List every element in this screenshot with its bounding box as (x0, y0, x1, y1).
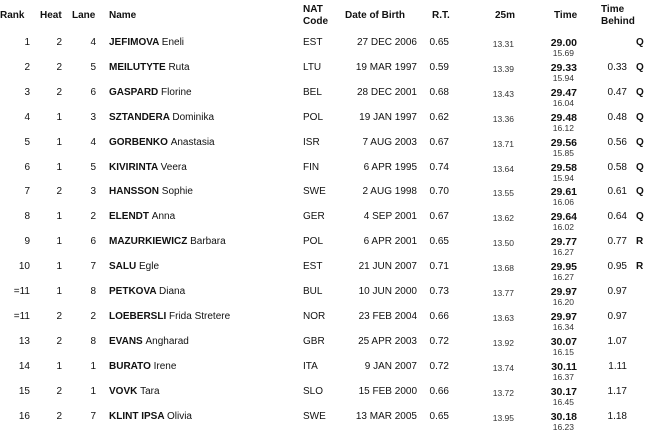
time-behind-cell: 1.17 (607, 385, 627, 397)
athlete-given-name: Ruta (168, 61, 190, 73)
athlete-surname: MAZURKIEWICZ (109, 236, 188, 248)
athlete-name-cell (109, 62, 190, 74)
split-50m-cell: 16.37 (552, 371, 574, 382)
time-cell: 30.18 (550, 410, 577, 423)
table-row (0, 358, 662, 383)
qualification-cell: R (636, 261, 644, 273)
split-50m-cell: 16.34 (552, 321, 574, 332)
table-row (0, 109, 662, 134)
split-25m-cell: 13.68 (492, 263, 514, 274)
athlete-surname: ELENDT (109, 211, 149, 223)
split-50m-cell: 16.02 (552, 222, 574, 233)
time-behind-cell: 1.18 (607, 410, 627, 422)
split-25m-cell: 13.72 (492, 387, 514, 398)
rank-cell: 8 (24, 211, 30, 223)
split-50m-cell: 16.12 (552, 122, 574, 133)
athlete-given-name: Barbara (190, 236, 226, 248)
header-heat: Heat (40, 10, 62, 21)
athlete-surname: KIVIRINTA (109, 161, 158, 173)
rank-cell: 2 (24, 61, 30, 73)
reaction-time-cell: 0.67 (429, 136, 449, 148)
athlete-given-name: Dominika (172, 111, 215, 123)
qualification-cell: Q (636, 161, 644, 173)
nat-code-cell: FIN (303, 161, 320, 173)
rank-cell: =11 (13, 310, 30, 322)
time-behind-cell: 0.48 (607, 111, 627, 123)
reaction-time-cell: 0.65 (429, 410, 449, 422)
nat-code-cell: GER (303, 211, 325, 223)
split-25m-cell: 13.36 (492, 113, 514, 124)
reaction-time-cell: 0.72 (429, 360, 449, 372)
athlete-given-name: Tara (140, 385, 160, 397)
dob-cell: 2 AUG 1998 (362, 186, 417, 198)
time-behind-cell: 1.07 (607, 335, 627, 347)
rank-cell: 9 (24, 236, 30, 248)
time-behind-cell: 0.56 (607, 136, 627, 148)
reaction-time-cell: 0.67 (429, 211, 449, 223)
nat-code-cell: BEL (303, 86, 322, 98)
athlete-given-name: Olivia (166, 410, 192, 422)
athlete-surname: EVANS (109, 335, 143, 347)
header-nat: NAT (303, 4, 323, 15)
lane-cell: 2 (90, 211, 96, 223)
dob-cell: 7 AUG 2003 (362, 136, 417, 148)
athlete-surname: LOEBERSLI (109, 310, 167, 322)
reaction-time-cell: 0.66 (429, 385, 449, 397)
heat-cell: 1 (56, 236, 62, 248)
split-25m-cell: 13.62 (492, 213, 514, 224)
time-behind-cell: 0.97 (607, 310, 627, 322)
lane-cell: 3 (90, 111, 96, 123)
heat-cell: 2 (56, 186, 62, 198)
lane-cell: 1 (90, 360, 96, 372)
dob-cell: 10 JUN 2000 (358, 286, 417, 297)
qualification-cell: Q (636, 86, 644, 98)
athlete-surname: GORBENKO (109, 136, 168, 148)
table-row (0, 183, 662, 208)
heat-cell: 1 (56, 161, 62, 173)
nat-code-cell: BUL (303, 286, 323, 297)
reaction-time-cell: 0.65 (429, 37, 449, 48)
split-25m-cell: 13.31 (492, 39, 514, 49)
heat-cell: 1 (56, 360, 62, 372)
header-time: Time (554, 10, 578, 21)
athlete-given-name: Diana (159, 286, 186, 297)
nat-code-cell: EST (303, 37, 323, 48)
split-25m-cell: 13.39 (492, 63, 514, 74)
athlete-surname: JEFIMOVA (109, 37, 160, 48)
time-behind-cell: 0.97 (607, 286, 627, 297)
lane-cell: 2 (90, 310, 96, 322)
table-row (0, 159, 662, 184)
dob-cell: 28 DEC 2001 (356, 86, 417, 98)
athlete-surname: MEILUTYTE (109, 61, 166, 73)
table-row (0, 283, 662, 308)
reaction-time-cell: 0.70 (429, 186, 449, 198)
split-25m-cell: 13.55 (492, 188, 514, 199)
rank-cell: 6 (24, 161, 30, 173)
header-time-behind-1: Time (601, 4, 625, 15)
header-name: Name (109, 10, 137, 21)
heat-cell: 2 (56, 37, 62, 48)
time-behind-cell: 0.64 (607, 211, 627, 223)
split-25m-cell: 13.77 (492, 288, 514, 298)
rank-cell: 15 (18, 385, 30, 397)
lane-cell: 7 (90, 261, 96, 273)
athlete-name-cell (109, 261, 159, 273)
time-cell: 29.61 (550, 186, 577, 199)
table-row (0, 59, 662, 84)
rank-cell: 3 (24, 86, 30, 98)
split-50m-cell: 16.27 (552, 247, 574, 258)
lane-cell: 8 (90, 286, 96, 297)
heat-cell: 1 (56, 211, 62, 223)
athlete-name-cell (109, 186, 193, 198)
split-50m-cell: 15.94 (552, 72, 574, 83)
nat-code-cell: POL (303, 111, 324, 123)
nat-code-cell: ITA (303, 360, 318, 372)
athlete-given-name: Florine (161, 86, 192, 98)
dob-cell: 6 APR 1995 (363, 161, 417, 173)
header-rank: Rank (0, 10, 25, 21)
split-50m-cell: 16.06 (552, 197, 574, 208)
nat-code-cell: SWE (303, 186, 326, 198)
table-row (0, 34, 662, 59)
header-rt: R.T. (432, 10, 450, 21)
time-behind-cell: 0.58 (607, 161, 627, 173)
athlete-name-cell (109, 87, 192, 99)
time-cell: 29.58 (550, 161, 577, 174)
nat-code-cell: SLO (303, 385, 324, 397)
rank-cell: 13 (18, 335, 30, 347)
dob-cell: 9 JAN 2007 (364, 360, 417, 372)
athlete-name-cell (109, 286, 185, 298)
dob-cell: 6 APR 2001 (363, 236, 417, 248)
athlete-given-name: Irene (153, 360, 177, 372)
split-25m-cell: 13.50 (492, 238, 514, 249)
split-25m-cell: 13.74 (492, 362, 514, 373)
athlete-surname: VOVK (109, 385, 138, 397)
athlete-name-cell (109, 37, 184, 49)
qualification-cell: R (636, 236, 644, 248)
split-50m-cell: 16.04 (552, 97, 574, 108)
athlete-given-name: Angharad (145, 335, 189, 347)
split-50m-cell: 16.45 (552, 396, 574, 407)
reaction-time-cell: 0.74 (429, 161, 449, 173)
table-row (0, 84, 662, 109)
nat-code-cell: SWE (303, 410, 326, 422)
time-cell: 29.33 (550, 61, 577, 74)
nat-code-cell: LTU (303, 61, 322, 73)
athlete-name-cell (109, 411, 192, 423)
dob-cell: 13 MAR 2005 (355, 410, 417, 422)
time-behind-cell: 0.33 (607, 61, 627, 73)
athlete-given-name: Egle (139, 261, 160, 273)
heat-cell: 2 (56, 335, 62, 347)
athlete-name-cell (109, 162, 187, 174)
athlete-name-cell (109, 311, 230, 323)
time-behind-cell: 0.61 (607, 186, 627, 198)
dob-cell: 19 JAN 1997 (359, 111, 417, 123)
qualification-cell: Q (636, 61, 644, 73)
athlete-name-cell (109, 336, 189, 348)
athlete-surname: PETKOVA (109, 286, 157, 297)
athlete-name-cell (109, 386, 160, 398)
heat-cell: 2 (56, 385, 62, 397)
qualification-cell: Q (636, 37, 644, 48)
header-25m: 25m (495, 10, 516, 21)
nat-code-cell: GBR (303, 335, 325, 347)
athlete-surname: HANSSON (109, 186, 160, 198)
dob-cell: 27 DEC 2006 (356, 37, 417, 48)
athlete-given-name: Veera (160, 161, 187, 173)
reaction-time-cell: 0.59 (429, 61, 449, 73)
reaction-time-cell: 0.66 (429, 310, 449, 322)
rank-cell: 14 (18, 360, 30, 372)
rank-cell: 1 (24, 37, 30, 48)
dob-cell: 19 MAR 1997 (355, 61, 417, 73)
time-cell: 30.07 (550, 335, 577, 348)
lane-cell: 1 (90, 385, 96, 397)
lane-cell: 8 (90, 335, 96, 347)
qualification-cell: Q (636, 111, 644, 123)
dob-cell: 23 FEB 2004 (358, 310, 417, 322)
split-50m-cell: 15.69 (552, 48, 574, 58)
dob-cell: 21 JUN 2007 (358, 261, 417, 273)
split-25m-cell: 13.64 (492, 163, 514, 174)
reaction-time-cell: 0.73 (429, 286, 449, 297)
rank-cell: 10 (18, 261, 30, 273)
heat-cell: 2 (56, 310, 62, 322)
athlete-surname: SALU (109, 261, 137, 273)
nat-code-cell: NOR (303, 310, 326, 322)
athlete-name-cell (109, 137, 215, 149)
lane-cell: 4 (90, 136, 96, 148)
split-50m-cell: 15.94 (552, 172, 574, 183)
time-cell: 29.97 (550, 286, 577, 298)
time-cell: 29.47 (550, 86, 577, 99)
lane-cell: 4 (90, 37, 96, 48)
time-cell: 29.97 (550, 310, 577, 323)
time-behind-cell: 0.95 (607, 261, 627, 273)
rank-cell: 4 (24, 111, 30, 123)
time-cell: 30.11 (551, 360, 577, 373)
table-row (0, 308, 662, 333)
athlete-given-name: Sophie (161, 186, 193, 198)
split-25m-cell: 13.63 (492, 312, 514, 323)
split-25m-cell: 13.71 (492, 138, 514, 149)
heat-cell: 2 (56, 61, 62, 73)
lane-cell: 7 (90, 410, 96, 422)
table-row (0, 383, 662, 408)
athlete-name-cell (109, 236, 226, 248)
time-cell: 29.64 (550, 211, 577, 224)
time-cell: 29.00 (550, 37, 577, 49)
header-time-behind-2: Behind (601, 16, 635, 27)
athlete-given-name: Anna (151, 211, 176, 223)
rank-cell: 16 (18, 410, 30, 422)
table-row (0, 333, 662, 358)
nat-code-cell: EST (303, 261, 323, 273)
split-50m-cell: 16.27 (552, 272, 574, 283)
time-cell: 29.48 (550, 111, 577, 124)
athlete-name-cell (109, 112, 214, 124)
heat-cell: 1 (56, 261, 62, 273)
dob-cell: 4 SEP 2001 (363, 211, 417, 223)
reaction-time-cell: 0.72 (429, 335, 449, 347)
lane-cell: 5 (90, 61, 96, 73)
split-25m-cell: 13.43 (492, 88, 514, 99)
split-25m-cell: 13.92 (492, 337, 514, 348)
table-row (0, 233, 662, 258)
athlete-name-cell (109, 361, 176, 373)
nat-code-cell: ISR (303, 136, 320, 148)
qualification-cell: Q (636, 186, 644, 198)
split-50m-cell: 16.15 (552, 346, 574, 357)
table-row (0, 134, 662, 159)
time-cell: 29.77 (550, 236, 577, 249)
heat-cell: 2 (56, 410, 62, 422)
reaction-time-cell: 0.65 (429, 236, 449, 248)
athlete-given-name: Frida Stretere (169, 310, 231, 322)
time-behind-cell: 1.11 (608, 360, 627, 372)
table-row (0, 408, 662, 433)
lane-cell: 6 (90, 236, 96, 248)
heat-cell: 1 (56, 286, 62, 297)
athlete-surname: BURATO (109, 360, 151, 372)
athlete-given-name: Eneli (161, 37, 185, 48)
heat-cell: 2 (56, 86, 62, 98)
time-behind-cell: 0.77 (607, 236, 627, 248)
split-50m-cell: 16.20 (552, 297, 574, 307)
dob-cell: 15 FEB 2000 (358, 385, 417, 397)
reaction-time-cell: 0.62 (429, 111, 449, 123)
table-row (0, 208, 662, 233)
time-behind-cell: 0.47 (607, 86, 627, 98)
header-lane: Lane (72, 10, 96, 21)
lane-cell: 3 (90, 186, 96, 198)
time-cell: 30.17 (550, 385, 577, 398)
athlete-name-cell (109, 211, 175, 223)
nat-code-cell: POL (303, 236, 324, 248)
split-50m-cell: 16.23 (552, 421, 574, 432)
rank-cell: =11 (13, 286, 30, 297)
rank-cell: 5 (24, 136, 30, 148)
split-25m-cell: 13.95 (492, 412, 514, 423)
time-cell: 29.95 (550, 261, 577, 274)
split-50m-cell: 15.85 (552, 147, 574, 158)
athlete-surname: KLINT IPSA (109, 410, 165, 422)
table-row (0, 258, 662, 283)
rank-cell: 7 (24, 186, 30, 198)
dob-cell: 25 APR 2003 (358, 335, 417, 347)
reaction-time-cell: 0.71 (429, 261, 449, 273)
athlete-surname: GASPARD (109, 86, 159, 98)
qualification-cell: Q (636, 136, 644, 148)
athlete-surname: SZTANDERA (109, 111, 170, 123)
heat-cell: 1 (56, 136, 62, 148)
header-dob: Date of Birth (345, 10, 405, 21)
header-code: Code (303, 16, 328, 27)
heat-cell: 1 (56, 111, 62, 123)
lane-cell: 5 (90, 161, 96, 173)
time-cell: 29.56 (550, 136, 577, 149)
qualification-cell: Q (636, 211, 644, 223)
athlete-given-name: Anastasia (170, 136, 215, 148)
lane-cell: 6 (90, 86, 96, 98)
reaction-time-cell: 0.68 (429, 86, 449, 98)
